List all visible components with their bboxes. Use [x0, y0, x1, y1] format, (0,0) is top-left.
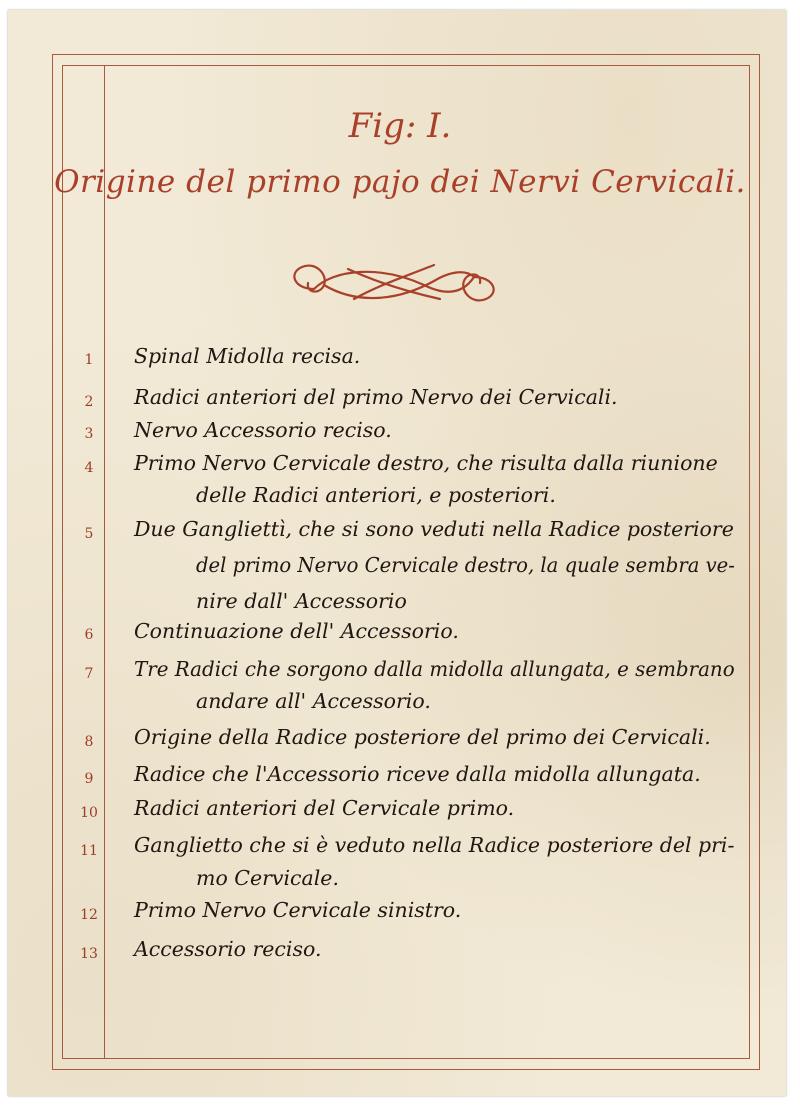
item-number: 1 [84, 352, 94, 368]
item-number: 12 [80, 907, 98, 923]
item-text-continued: nire dall' Accessorio [196, 589, 407, 613]
item-text: Radice che l'Accessorio riceve dalla midolla allungata. [134, 762, 701, 786]
item-text: Accessorio reciso. [134, 937, 322, 961]
item-text-continued: mo Cervicale. [196, 866, 339, 890]
item-text: Radici anteriori del primo Nervo dei Cervicali. [134, 385, 618, 409]
item-text: Origine della Radice posteriore del primo dei Cervicali. [134, 725, 711, 749]
item-number: 8 [84, 734, 94, 750]
item-number: 7 [84, 666, 94, 682]
figure-label: Fig: I. [348, 106, 452, 146]
item-text: Nervo Accessorio reciso. [134, 418, 392, 442]
item-text: Continuazione dell' Accessorio. [134, 619, 459, 643]
item-text-continued: andare all' Accessorio. [196, 689, 431, 713]
item-number: 13 [80, 946, 98, 962]
item-text: Tre Radici che sorgono dalla midolla allungata, e sembrano [134, 657, 735, 681]
item-number: 10 [80, 805, 98, 821]
item-text: Primo Nervo Cervicale sinistro. [134, 898, 462, 922]
item-text: Due Gangliettì, che si sono veduti nella Radice posteriore [134, 517, 734, 541]
flourish-ornament [284, 255, 504, 311]
item-number: 9 [84, 771, 94, 787]
item-text: Spinal Midolla recisa. [134, 344, 361, 368]
item-number: 3 [84, 426, 94, 442]
item-number: 6 [84, 627, 94, 643]
item-text-continued: delle Radici anteriori, e posteriori. [196, 483, 556, 507]
item-text: Primo Nervo Cervicale destro, che risulta dalla riunione [134, 451, 718, 475]
item-number: 5 [84, 526, 94, 542]
item-number: 4 [84, 460, 94, 476]
item-text: Radici anteriori del Cervicale primo. [134, 796, 515, 820]
item-text-continued: del primo Nervo Cervicale destro, la quale sembra ve- [196, 553, 735, 577]
item-number: 2 [84, 394, 94, 410]
item-text: Ganglietto che si è veduto nella Radice posteriore del pri- [134, 833, 735, 857]
item-number: 11 [80, 843, 98, 859]
page-title: Origine del primo pajo dei Nervi Cervicali. [54, 164, 746, 200]
